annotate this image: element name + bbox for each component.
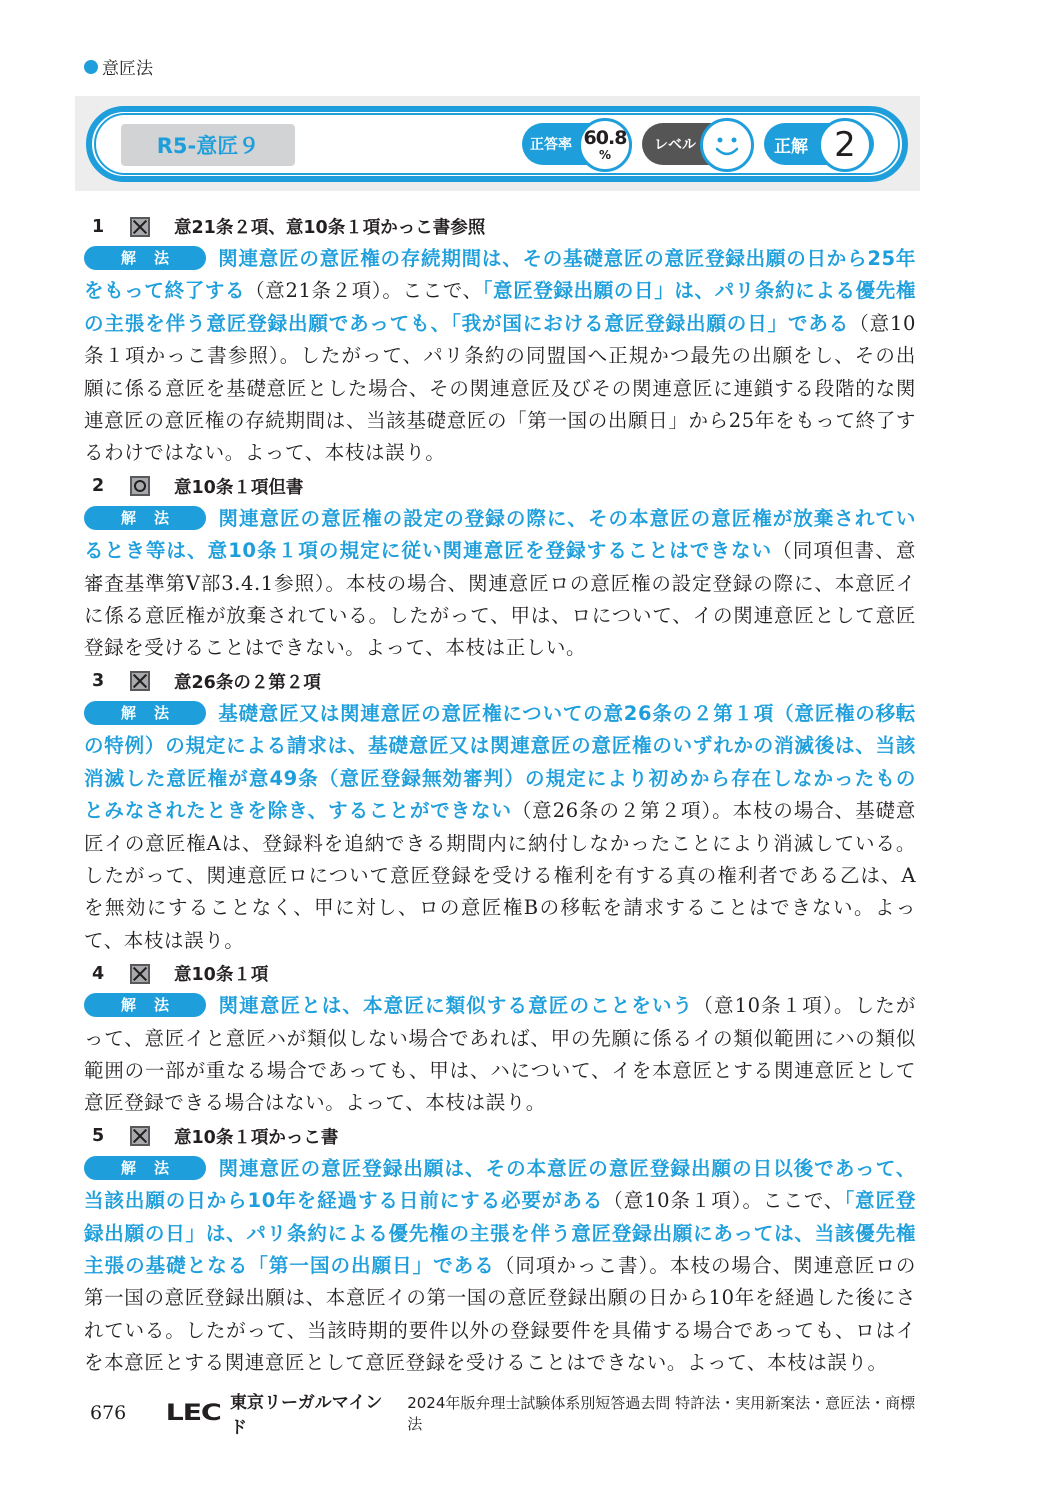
item-reference: 意10条１項 bbox=[174, 965, 269, 986]
item-reference: 意21条２項、意10条１項かっこ書参照 bbox=[174, 218, 486, 238]
item-explanation bbox=[84, 503, 916, 665]
item-number: 5 bbox=[92, 1126, 105, 1147]
solution-tag: 解法 bbox=[84, 1156, 206, 1180]
body-text: （意26条の２第２項）。本枝の場合、基礎意匠イの意匠権Aは、登録料を追納できる期間内に納付しなかったことにより消滅している。したがって、関連意匠ロについて意匠登録を受ける権利を有する真の権利者である乙は、Aを無効にすることなく、甲に対し、ロの意匠権Bの移転を請求することはできない。よって、本枝は誤り。 bbox=[84, 799, 916, 952]
answer-explanations bbox=[84, 210, 916, 1380]
cross-mark-icon bbox=[130, 671, 150, 691]
book-title: 2024年版弁理士試験体系別短答過去問 特許法・実用新案法・意匠法・商標法 bbox=[407, 1394, 916, 1433]
body-text: （意10条１項）。したがって、意匠イと意匠ハが類似しない場合であれば、甲の先願に係るイの類似範囲にハの類似範囲の一部が重なる場合であっても、甲は、ハについて、イを本意匠とする関連意匠として意匠登録できる場合はない。よって、本枝は誤り。 bbox=[84, 994, 916, 1115]
highlighted-text: 関連意匠とは、本意匠に類似する意匠のことをいう bbox=[218, 994, 694, 1018]
item-explanation bbox=[84, 990, 916, 1120]
level-label: レベル bbox=[654, 137, 696, 153]
answer-label: 正解 bbox=[774, 136, 808, 157]
smile-face-icon bbox=[700, 118, 754, 172]
item-explanation bbox=[84, 1153, 916, 1380]
solution-tag: 解法 bbox=[84, 701, 206, 725]
cross-mark-icon bbox=[130, 964, 150, 984]
correct-rate-label: 正答率 bbox=[530, 137, 572, 153]
body-text: （同項但書、意審査基準第Ⅴ部3.4.1参照）。本枝の場合、関連意匠ロの意匠権の設定登録の際に、本意匠イに係る意匠権が放棄されている。したがって、甲は、ロについて、イの関連意匠として意匠登録を受けることはできない。よって、本枝は正しい。 bbox=[84, 539, 916, 660]
section-title: 意匠法 bbox=[102, 59, 153, 79]
solution-tag: 解法 bbox=[84, 993, 206, 1017]
question-id: R5-意匠９ bbox=[121, 124, 295, 166]
correct-rate-circle bbox=[578, 118, 632, 172]
item-number: 1 bbox=[92, 216, 105, 237]
publisher-logo bbox=[165, 1388, 393, 1438]
page-footer bbox=[90, 1393, 916, 1438]
highlighted-text: 「意匠登録出願の日」は、パリ条約による優先権の主張を伴う意匠登録出願にあっては、当該優先権主張の基礎となる「第一国の出願日」である bbox=[84, 1189, 916, 1277]
bullet-dot-icon bbox=[84, 60, 98, 74]
circle-mark-icon bbox=[130, 476, 150, 496]
item-heading bbox=[84, 470, 916, 503]
item-heading bbox=[84, 665, 916, 698]
correct-rate-unit: % bbox=[598, 148, 612, 162]
body-text: （意21条２項）。ここで、 bbox=[245, 279, 483, 303]
solution-tag: 解法 bbox=[84, 506, 206, 530]
item-reference: 意26条の２第２項 bbox=[174, 672, 321, 693]
highlighted-text: 関連意匠の意匠登録出願は、その本意匠の意匠登録出願の日以後であって、当該出願の日から10年を経過する日前にする必要がある bbox=[84, 1156, 916, 1213]
answer-value: 2 bbox=[818, 118, 872, 172]
item-number: 4 bbox=[92, 963, 105, 984]
item-number: 3 bbox=[92, 671, 105, 692]
item-heading bbox=[84, 1120, 916, 1153]
item-number: 2 bbox=[92, 476, 105, 497]
body-text: （意10条１項かっこ書参照）。したがって、パリ条約の同盟国へ正規かつ最先の出願をし、その出願に係る意匠を基礎意匠とした場合、その関連意匠及びその関連意匠に連鎖する段階的な関連意匠の意匠権の存続期間は、当該基礎意匠の「第一国の出願日」から25年をもって終了するわけではない。よって、本枝は誤り。 bbox=[84, 311, 916, 465]
item-reference: 意10条１項但書 bbox=[174, 477, 304, 498]
correct-rate-value: 60.8 bbox=[583, 127, 627, 149]
item-explanation bbox=[84, 243, 916, 470]
section-label bbox=[84, 54, 153, 79]
cross-mark-icon bbox=[130, 217, 150, 237]
highlighted-text: 「意匠登録出願の日」は、パリ条約による優先権の主張を伴う意匠登録出願であっても、「我が国における意匠登録出願の日」である bbox=[84, 279, 917, 335]
page-number: 676 bbox=[90, 1402, 127, 1424]
body-text: （意10条１項）。ここで、 bbox=[603, 1189, 845, 1213]
body-text: （同項かっこ書）。本枝の場合、関連意匠ロの第一国の意匠登録出願は、本意匠イの第一国の意匠登録出願の日から10年を経過した後にされている。したがって、当該時期的要件以外の登録要件を具備する場合であっても、ロはイを本意匠とする関連意匠として意匠登録を受けることはできない。よって、本枝は誤り。 bbox=[84, 1253, 916, 1375]
item-heading bbox=[84, 210, 916, 243]
publisher-name: 東京リーガルマインド bbox=[230, 1393, 383, 1438]
highlighted-text: 基礎意匠又は関連意匠の意匠権についての意26条の２第１項（意匠権の移転の特例）の規定による請求は、基礎意匠又は関連意匠の意匠権のいずれかの消滅後は、当該消滅した意匠権が意49条（意匠登録無効審判）の規定により初めから存在しなかったものとみなされたときを除き、することができない bbox=[84, 701, 916, 823]
highlighted-text: 関連意匠の意匠権の設定の登録の際に、その本意匠の意匠権が放棄されているとき等は、意10条１項の規定に従い関連意匠を登録することはできない bbox=[84, 506, 916, 563]
highlighted-text: 関連意匠の意匠権の存続期間は、その基礎意匠の意匠登録出願の日から25年をもって終了する bbox=[84, 247, 916, 303]
solution-tag: 解法 bbox=[84, 246, 206, 270]
item-explanation bbox=[84, 698, 916, 957]
cross-mark-icon bbox=[130, 1126, 150, 1146]
item-heading bbox=[84, 957, 916, 990]
item-reference: 意10条１項かっこ書 bbox=[174, 1127, 339, 1148]
logo-mark: LEC bbox=[165, 1400, 221, 1426]
